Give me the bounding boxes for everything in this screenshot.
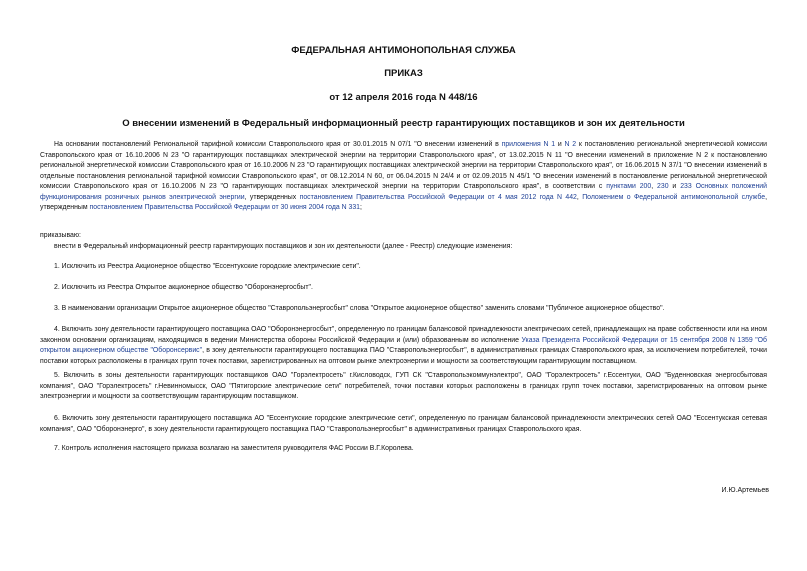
basis-text-7: , bbox=[576, 193, 583, 201]
link-appendix-2[interactable]: N 2 bbox=[564, 141, 577, 148]
document-title: О внесении изменений в Федеральный информационный реестр гарантирующих поставщиков и зон их деятельности bbox=[122, 118, 685, 129]
order-item-3: 3. В наименовании организации Открытое акционерное общество "Ставропольэнергосбыт" слова "Открытое акционерное общество" заменить словами "Публичное акционерное общество". bbox=[54, 305, 665, 312]
order-item-6: 6. Включить зону деятельности гарантирующего поставщика АО "Ессентукские городские электрические сети", определенную по границам балансовой принадлежности электрических сетей ОАО "Ессентукская сетевая компания", ОАО "Оборонэнерго", в зону деятельности гарантирующего поставщика ПАО "Ставропольэнергосбыт" в административных границах Ставропольского края. bbox=[40, 415, 767, 433]
order-item-2: 2. Исключить из Реестра Открытое акционерное общество "Оборонэнергосбыт". bbox=[54, 284, 313, 291]
basis-text-3: к постановлению региональной энергетической комиссии Ставропольского края от 16.10.2006 N 23 "О гарантирующих поставщиках электрической энергии на территории Ставропольского края", от 13.02.2015 N 11 "О внесении изменений в приложение N 2 к постановлению региональной энергетической комиссии Ставропольского края от 16.10.2006 N 23 "О гарантирующих поставщиках электрической энергии на территории Ставропольского края", от 16.06.2015 N 37/1 "О внесении изменений в отдельные постановления региональной тарифной комиссии Ставропольского края", от 08.12.2014 N 60, от 06.04.2015 N 24/4 и от 02.09.2015 N 45/1 "О внесении изменений в постановление региональной энергетической комиссии Ставропольского края от 16.10.2006 N 23 "О гарантирующих поставщиках электрической энергии на территории Ставропольского края", в соответствии с bbox=[40, 141, 767, 190]
document-date-number: от 12 апреля 2016 года N 448/16 bbox=[329, 92, 478, 103]
order-item-1: 1. Исключить из Реестра Акционерное общество "Ессентукские городские электрические сети". bbox=[54, 263, 361, 270]
basis-text-1: На основании постановлений Региональной тарифной комиссии Ставропольского края от 30.01.2015 N 07/1 "О внесении изменений в bbox=[54, 141, 502, 148]
order-item-5: 5. Включить в зоны деятельности гарантирующих поставщиков ОАО "Горэлектросеть" г.Кисловодск, ГУП СК "Ставропольэкоммунэлектро", ОАО "Горэлектросеть" г.Ессентуки, ОАО "Буденновская энергосбытовая компания", ОАО "Горэлектросеть" г.Невинномысск, ОАО "Пятигорские электрические сети" потребителей, точки поставки которых расположены в границах групп точек поставки, зарегистрированных на оптовом рынке электроэнергии и мощности за соответствующим гарантирующим поставщиком. bbox=[40, 372, 767, 400]
link-presidential-decree[interactable]: Указа Президента Российской Федерации от 15 сентября 2008 N 1359 "Об открытом акционерном обществе "Оборонсервис" bbox=[40, 336, 767, 354]
basis-text-8: , утвержденным bbox=[40, 193, 767, 211]
basis-text-4: , bbox=[651, 183, 658, 190]
basis-text-2: и bbox=[555, 141, 565, 148]
basis-text-9: ; bbox=[360, 204, 362, 211]
link-appendix-1[interactable]: приложения N 1 bbox=[501, 141, 556, 148]
order-intro: внести в Федеральный информационный реестр гарантирующих поставщиков и зон их деятельности (далее - Реестр) следующие изменения: bbox=[54, 243, 513, 250]
link-point-233[interactable]: 233 Основных положений функционирования розничных рынков электрической энергии bbox=[40, 183, 767, 201]
link-point-200[interactable]: пунктами 200 bbox=[606, 183, 652, 190]
item-4-text-1: 4. Включить зону деятельности гарантирующего поставщика ОАО "Оборонэнергосбыт", определенную по границам балансовой принадлежности электрических сетей, принадлежащих на праве собственности или на ином законном основании организациям, находящимся в ведении Министерства обороны Российской Федерации и (или) образованным во исполнение bbox=[40, 326, 767, 344]
signature-name: И.Ю.Артемьев bbox=[721, 487, 769, 494]
link-fas-regulation[interactable]: Положением о Федеральной антимонопольной службе bbox=[582, 193, 766, 201]
basis-text-5: и bbox=[668, 183, 681, 190]
link-resolution-331[interactable]: постановлением Правительства Российской Федерации от 30 июня 2004 года N 331 bbox=[89, 204, 361, 211]
basis-paragraph bbox=[40, 140, 767, 214]
basis-text-6: , утвержденных bbox=[244, 193, 300, 201]
item-4-text-2: , в зону деятельности гарантирующего поставщика ПАО "Ставропольэнергосбыт", в административных границах Ставропольского края, за исключением потребителей, точки поставки которых расположены в границах групп точек поставки, зарегистрированных на оптовом рынке электроэнергии и мощности за соответствующим гарантирующим поставщиком. bbox=[40, 347, 767, 365]
link-resolution-442[interactable]: постановлением Правительства Российской Федерации от 4 мая 2012 года N 442 bbox=[299, 193, 577, 201]
organization-name: ФЕДЕРАЛЬНАЯ АНТИМОНОПОЛЬНАЯ СЛУЖБА bbox=[291, 45, 516, 56]
document-type: ПРИКАЗ bbox=[384, 68, 423, 79]
order-item-7: 7. Контроль исполнения настоящего приказа возлагаю на заместителя руководителя ФАС России В.Г.Королева. bbox=[54, 445, 414, 452]
order-item-4 bbox=[40, 325, 767, 367]
link-point-230[interactable]: 230 bbox=[657, 183, 669, 190]
order-word: приказываю: bbox=[40, 232, 81, 239]
